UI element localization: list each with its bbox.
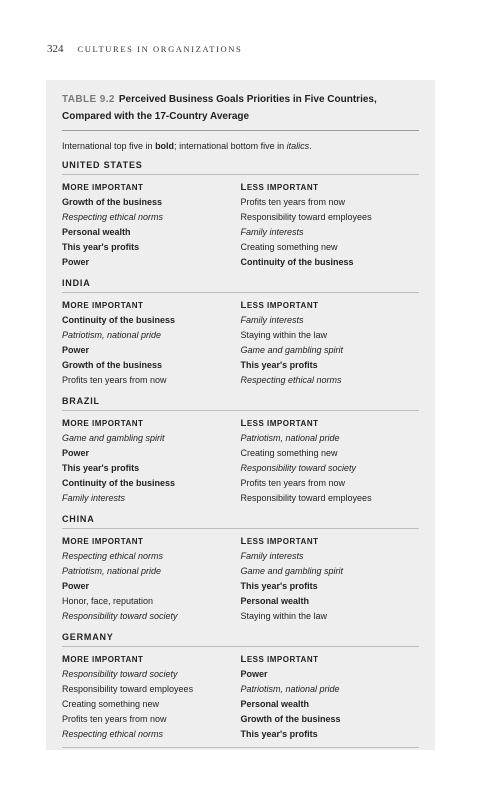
goal-item: Staying within the law: [240, 330, 328, 340]
less-important-heading: LESS IMPORTANT: [240, 418, 319, 429]
goal-item: Continuity of the business: [62, 478, 176, 488]
goal-item: Creating something new: [240, 242, 338, 252]
goal-item: Responsibility toward society: [62, 669, 178, 679]
more-important-column: [62, 180, 241, 270]
country-rule: [62, 410, 419, 411]
goal-item: Growth of the business: [240, 714, 341, 724]
goal-item: Respecting ethical norms: [62, 551, 164, 561]
goal-columns: [62, 652, 419, 742]
goal-item: This year's profits: [240, 729, 318, 739]
goal-item: Profits ten years from now: [62, 714, 167, 724]
more-important-column: [62, 298, 241, 388]
country-rule: [62, 174, 419, 175]
goal-item: Profits ten years from now: [240, 197, 346, 207]
goal-item: Respecting ethical norms: [62, 729, 164, 739]
goal-item: Power: [62, 448, 90, 458]
goal-item: Responsibility toward employees: [62, 684, 194, 694]
more-important-heading: MORE IMPORTANT: [62, 536, 144, 547]
less-important-column: [241, 416, 420, 506]
less-important-column: [241, 534, 420, 624]
country-section-india: [62, 278, 419, 388]
goal-item: Staying within the law: [240, 611, 328, 621]
goal-item: Respecting ethical norms: [240, 375, 342, 385]
less-important-heading: LESS IMPORTANT: [240, 536, 319, 547]
page-number: 324: [47, 43, 64, 55]
goal-item: Personal wealth: [240, 699, 310, 709]
goal-item: This year's profits: [240, 581, 318, 591]
country-section-united-states: [62, 160, 419, 270]
country-heading: UNITED STATES: [62, 160, 143, 170]
running-title: CULTURES IN ORGANIZATIONS: [77, 44, 243, 54]
more-important-heading: MORE IMPORTANT: [62, 654, 144, 665]
country-heading: CHINA: [62, 514, 95, 524]
goal-item: Patriotism, national pride: [240, 433, 340, 443]
goal-item: Power: [62, 257, 90, 267]
more-important-column: [62, 652, 241, 742]
country-heading: GERMANY: [62, 632, 114, 642]
note-middle: ; international bottom five in: [174, 141, 287, 151]
table-box: [46, 80, 435, 750]
less-important-heading: LESS IMPORTANT: [240, 654, 319, 665]
country-section-brazil: [62, 396, 419, 506]
table-note: [62, 141, 419, 152]
goal-item: Growth of the business: [62, 197, 163, 207]
note-suffix: .: [309, 141, 312, 151]
goal-item: Honor, face, reputation: [62, 596, 154, 606]
goal-columns: [62, 416, 419, 506]
goal-item: This year's profits: [240, 360, 318, 370]
goal-item: Game and gambling spirit: [62, 433, 165, 443]
goal-columns: [62, 180, 419, 270]
less-important-column: [241, 652, 420, 742]
goal-item: Responsibility toward society: [62, 611, 178, 621]
less-important-heading: LESS IMPORTANT: [240, 182, 319, 193]
country-section-china: [62, 514, 419, 624]
country-heading: BRAZIL: [62, 396, 100, 406]
goal-item: Profits ten years from now: [240, 478, 346, 488]
less-important-column: [241, 180, 420, 270]
goal-item: Creating something new: [62, 699, 160, 709]
more-important-column: [62, 534, 241, 624]
goal-item: Continuity of the business: [240, 257, 354, 267]
country-list: [62, 160, 419, 748]
goal-item: Responsibility toward employees: [240, 212, 372, 222]
goal-item: Growth of the business: [62, 360, 163, 370]
goal-item: Respecting ethical norms: [62, 212, 164, 222]
goal-item: Patriotism, national pride: [62, 330, 162, 340]
goal-item: Game and gambling spirit: [240, 566, 344, 576]
goal-item: Personal wealth: [62, 227, 131, 237]
note-bold-word: bold: [155, 141, 175, 151]
goal-item: Power: [62, 345, 90, 355]
goal-item: Power: [62, 581, 90, 591]
goal-item: Family interests: [240, 315, 304, 325]
goal-item: Responsibility toward society: [240, 463, 357, 473]
table-title-line1: Perceived Business Goals Priorities in Five Countries,: [118, 94, 377, 105]
goal-item: Family interests: [240, 227, 304, 237]
more-important-heading: MORE IMPORTANT: [62, 182, 144, 193]
goal-item: Family interests: [62, 493, 126, 503]
country-heading: INDIA: [62, 278, 91, 288]
goal-item: This year's profits: [62, 242, 140, 252]
more-important-heading: MORE IMPORTANT: [62, 418, 144, 429]
goal-item: Responsibility toward employees: [240, 493, 372, 503]
note-italic-word: italics: [286, 141, 310, 151]
country-rule: [62, 292, 419, 293]
table-bottom-rule: [62, 747, 419, 748]
goal-item: Continuity of the business: [62, 315, 176, 325]
table-title-line2: Compared with the 17-Country Average: [62, 111, 250, 122]
country-rule: [62, 646, 419, 647]
table-label: TABLE 9.2: [62, 94, 115, 105]
goal-item: Family interests: [240, 551, 304, 561]
running-head: [47, 43, 242, 55]
goal-item: Profits ten years from now: [62, 375, 167, 385]
goal-item: Creating something new: [240, 448, 338, 458]
goal-item: Patriotism, national pride: [62, 566, 162, 576]
table-title: [62, 91, 419, 125]
less-important-heading: LESS IMPORTANT: [240, 300, 319, 311]
less-important-column: [241, 298, 420, 388]
country-rule: [62, 528, 419, 529]
more-important-heading: MORE IMPORTANT: [62, 300, 144, 311]
goal-item: Power: [240, 669, 268, 679]
goal-columns: [62, 534, 419, 624]
goal-item: Game and gambling spirit: [240, 345, 344, 355]
country-section-germany: [62, 632, 419, 742]
note-prefix: International top five in: [62, 141, 156, 151]
goal-columns: [62, 298, 419, 388]
goal-item: Patriotism, national pride: [240, 684, 340, 694]
title-rule: [62, 130, 419, 131]
more-important-column: [62, 416, 241, 506]
goal-item: This year's profits: [62, 463, 140, 473]
goal-item: Personal wealth: [240, 596, 310, 606]
